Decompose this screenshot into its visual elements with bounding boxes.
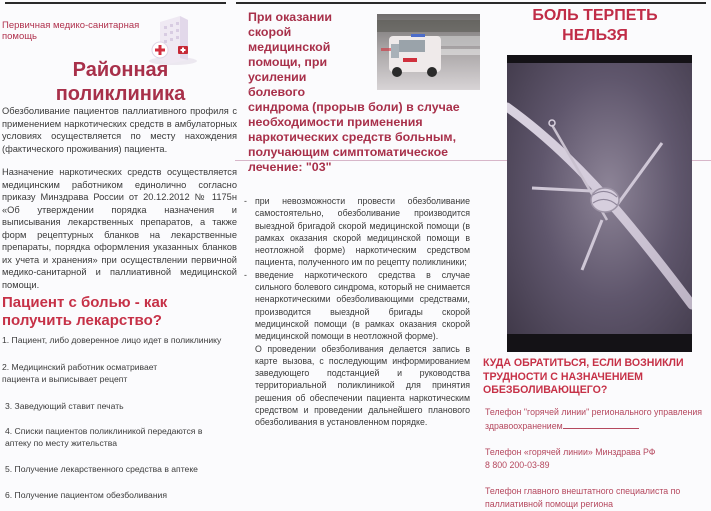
slogan-title	[485, 6, 705, 46]
emergency-heading-text: При оказании скорой медицинской помощи, при усилении болевого синдрома (прорыв боли) в случае необходимости применения наркотических средств больным, получающим симптоматическое лечение: "03"	[248, 10, 460, 174]
title-line-2: поликлиника	[55, 83, 186, 105]
panel-subtitle: Первичная медико-санитарная помощь	[2, 20, 140, 42]
call-record-note: О проведении обезболивания делается запись в карте вызова, с последующим информированием заведующего подстанцией и руководства территориальной поликлиникой для принятия решения об обеспечении пациента наркотическим средством и проведении дальнейшего планового обезболивания в установленном порядке.	[255, 343, 470, 428]
barbed-wire-photo	[507, 55, 692, 352]
bullet-item	[244, 269, 470, 343]
intro-paragraph: Обезболивание пациентов паллиативного профиля с применением наркотических средств в амбулаторных условиях осуществляется по месту нахождения (фактического проживания) пациента.	[2, 106, 237, 154]
emergency-bullets	[244, 195, 470, 429]
bullet-dash: -	[244, 269, 247, 280]
phone-blank-field	[563, 419, 639, 429]
bullet-text: введение наркотического средства в случае сильного болевого синдрома, который не снимается ненаркотическими обезболивающими средствами, производится выездной бригады скорой медицинской помощи (в рамках оказания скорой медицинской помощи в неотложной форме).	[255, 269, 470, 342]
step-item: 1. Пациент, либо доверенное лицо идет в поликлинику	[2, 335, 222, 345]
step-item: 2. Медицинский работник осматривает пациента и выписывает рецепт	[2, 362, 158, 384]
bullet-item	[244, 195, 470, 269]
ministry-hotline	[485, 446, 707, 472]
regional-hotline-text: Телефон "горячей линии" регионального управления здравоохранением	[485, 407, 703, 431]
title-line-1: Районная	[72, 59, 169, 81]
section-heading: Пациент с болью - как получить лекарство?	[2, 294, 168, 329]
help-question: КУДА ОБРАТИТЬСЯ, ЕСЛИ ВОЗНИКЛИ ТРУДНОСТИ С НАЗНАЧЕНИЕМ ОБЕЗБОЛИВАЮЩЕГО?	[483, 357, 684, 396]
step-item: 5. Получение лекарственного средства в аптеке	[5, 464, 198, 474]
slogan-line-1: БОЛЬ ТЕРПЕТЬ	[532, 7, 658, 24]
ministry-hotline-phone: 8 800 200-03-89	[485, 460, 550, 470]
top-rule-right	[236, 2, 706, 4]
bullet-dash: -	[244, 196, 247, 206]
regulation-paragraph: Назначение наркотических средств осуществляется медицинским работником единолично согласно приказу Минздрава России от 20.12.2012 № 1175н «Об утверждении порядка назначения и выписывания лекарственных препаратов, а также форм рецептурных бланков на лекарственные препараты, порядка оформления указанных бланков их учета и хранения» при осуществлении первичной медико-санитарной и паллиативной медицинской помощи.	[2, 167, 237, 290]
top-rule-left	[5, 2, 226, 4]
step-item: 6. Получение пациентом обезболивания	[5, 490, 168, 500]
bullet-text: при невозможности провести обезболивание самостоятельно, обезболивание производится выездной бригадой скорой медицинской помощи (в рамках оказания скорой медицинской помощи в неотложной форме) наркотическим средством пациента, полученного им по рецепту поликлиники;	[255, 196, 470, 268]
step-item: 4. Списки пациентов поликлиникой передаются в аптеку по месту жительства	[5, 426, 203, 448]
ambulance-photo	[377, 14, 480, 90]
step-item: 3. Заведующий ставит печать	[5, 401, 124, 411]
regional-hotline	[485, 406, 707, 433]
specialist-phone: Телефон главного внештатного специалиста по паллиативной помощи региона	[485, 486, 681, 509]
slogan-line-2: НЕЛЬЗЯ	[562, 27, 628, 44]
page-title	[8, 58, 233, 106]
ministry-hotline-label: Телефон «горячей линии» Минздрава РФ	[485, 447, 656, 457]
